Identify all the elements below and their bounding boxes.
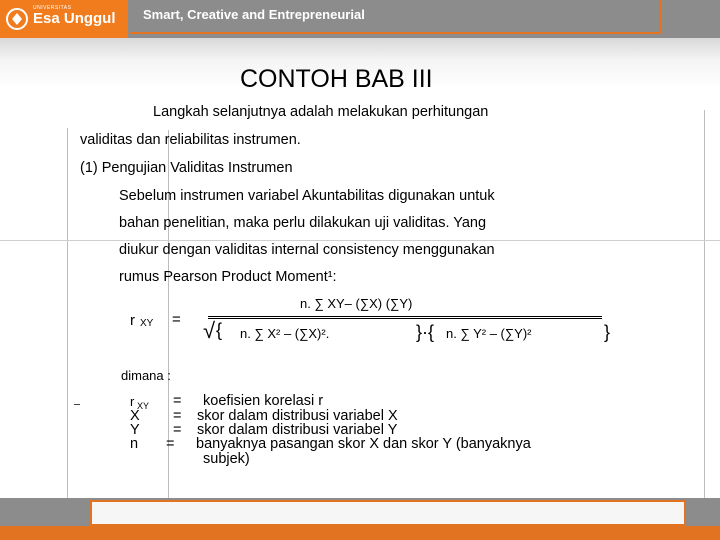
header-tagline: Smart, Creative and Entrepreneurial xyxy=(143,7,365,22)
footer-accent-strip xyxy=(0,526,720,540)
definition-symbol: Y xyxy=(130,422,140,438)
formula-denominator-x: n. ∑ X² – (∑X)². xyxy=(240,326,330,341)
definition-text: skor dalam distribusi variabel X xyxy=(197,408,398,424)
dimana-label: dimana : xyxy=(121,368,171,383)
formula-denominator-y: n. ∑ Y² – (∑Y)² xyxy=(446,326,532,341)
square-root-icon: √ xyxy=(203,318,216,343)
definition-symbol: r xyxy=(130,394,135,409)
formula-lhs: r xyxy=(130,312,135,329)
definition-text: banyaknya pasangan skor X dan skor Y (banyaknya xyxy=(196,436,531,452)
formula-numerator: n. ∑ XY– (∑X) (∑Y) xyxy=(300,296,413,311)
definition-continued: subjek) xyxy=(203,451,250,467)
footer-box xyxy=(90,500,686,526)
divider-right xyxy=(704,110,705,498)
university-logo xyxy=(0,0,128,38)
body-line: Langkah selanjutnya adalah melakukan perhitungan xyxy=(153,104,489,120)
body-line: diukur dengan validitas internal consistency menggunakan xyxy=(119,242,495,258)
definition-symbol: n xyxy=(130,436,139,452)
body-line: Sebelum instrumen variabel Akuntabilitas digunakan untuk xyxy=(119,188,495,204)
divider-left xyxy=(67,128,68,498)
fraction-bar xyxy=(208,316,602,317)
brace-open-icon: { xyxy=(216,320,223,340)
header-accent-line xyxy=(130,32,660,34)
logo-name: Esa Unggul xyxy=(33,10,116,27)
slide-title: CONTOH BAB III xyxy=(240,65,433,93)
formula-lhs-subscript: XY xyxy=(140,318,154,329)
logo-university-text: UNIVERSITAS xyxy=(33,5,72,11)
definition-symbol: X xyxy=(130,408,140,424)
formula-equals: = xyxy=(172,311,181,328)
definition-equals: = xyxy=(166,436,175,452)
definition-equals: = xyxy=(173,422,182,438)
logo-emblem-icon xyxy=(5,7,29,31)
stray-dash xyxy=(74,404,80,405)
definition-subscript: XY xyxy=(137,401,150,411)
brace-mid-icon: }·{ xyxy=(416,322,435,342)
brace-close-icon: } xyxy=(604,322,611,342)
body-line: validitas dan reliabilitas instrumen. xyxy=(80,132,301,148)
definition-equals: = xyxy=(173,408,182,424)
definition-text: koefisien korelasi r xyxy=(203,393,324,409)
fraction-bar-double xyxy=(208,318,602,319)
section-heading: (1) Pengujian Validitas Instrumen xyxy=(80,160,293,176)
divider-horizontal xyxy=(0,240,720,241)
definition-text: skor dalam distribusi variabel Y xyxy=(197,422,398,438)
definition-equals: = xyxy=(173,393,182,409)
body-line: rumus Pearson Product Moment¹: xyxy=(119,269,337,285)
header-accent-edge xyxy=(659,0,661,34)
body-line: bahan penelitian, maka perlu dilakukan uji validitas. Yang xyxy=(119,215,487,231)
